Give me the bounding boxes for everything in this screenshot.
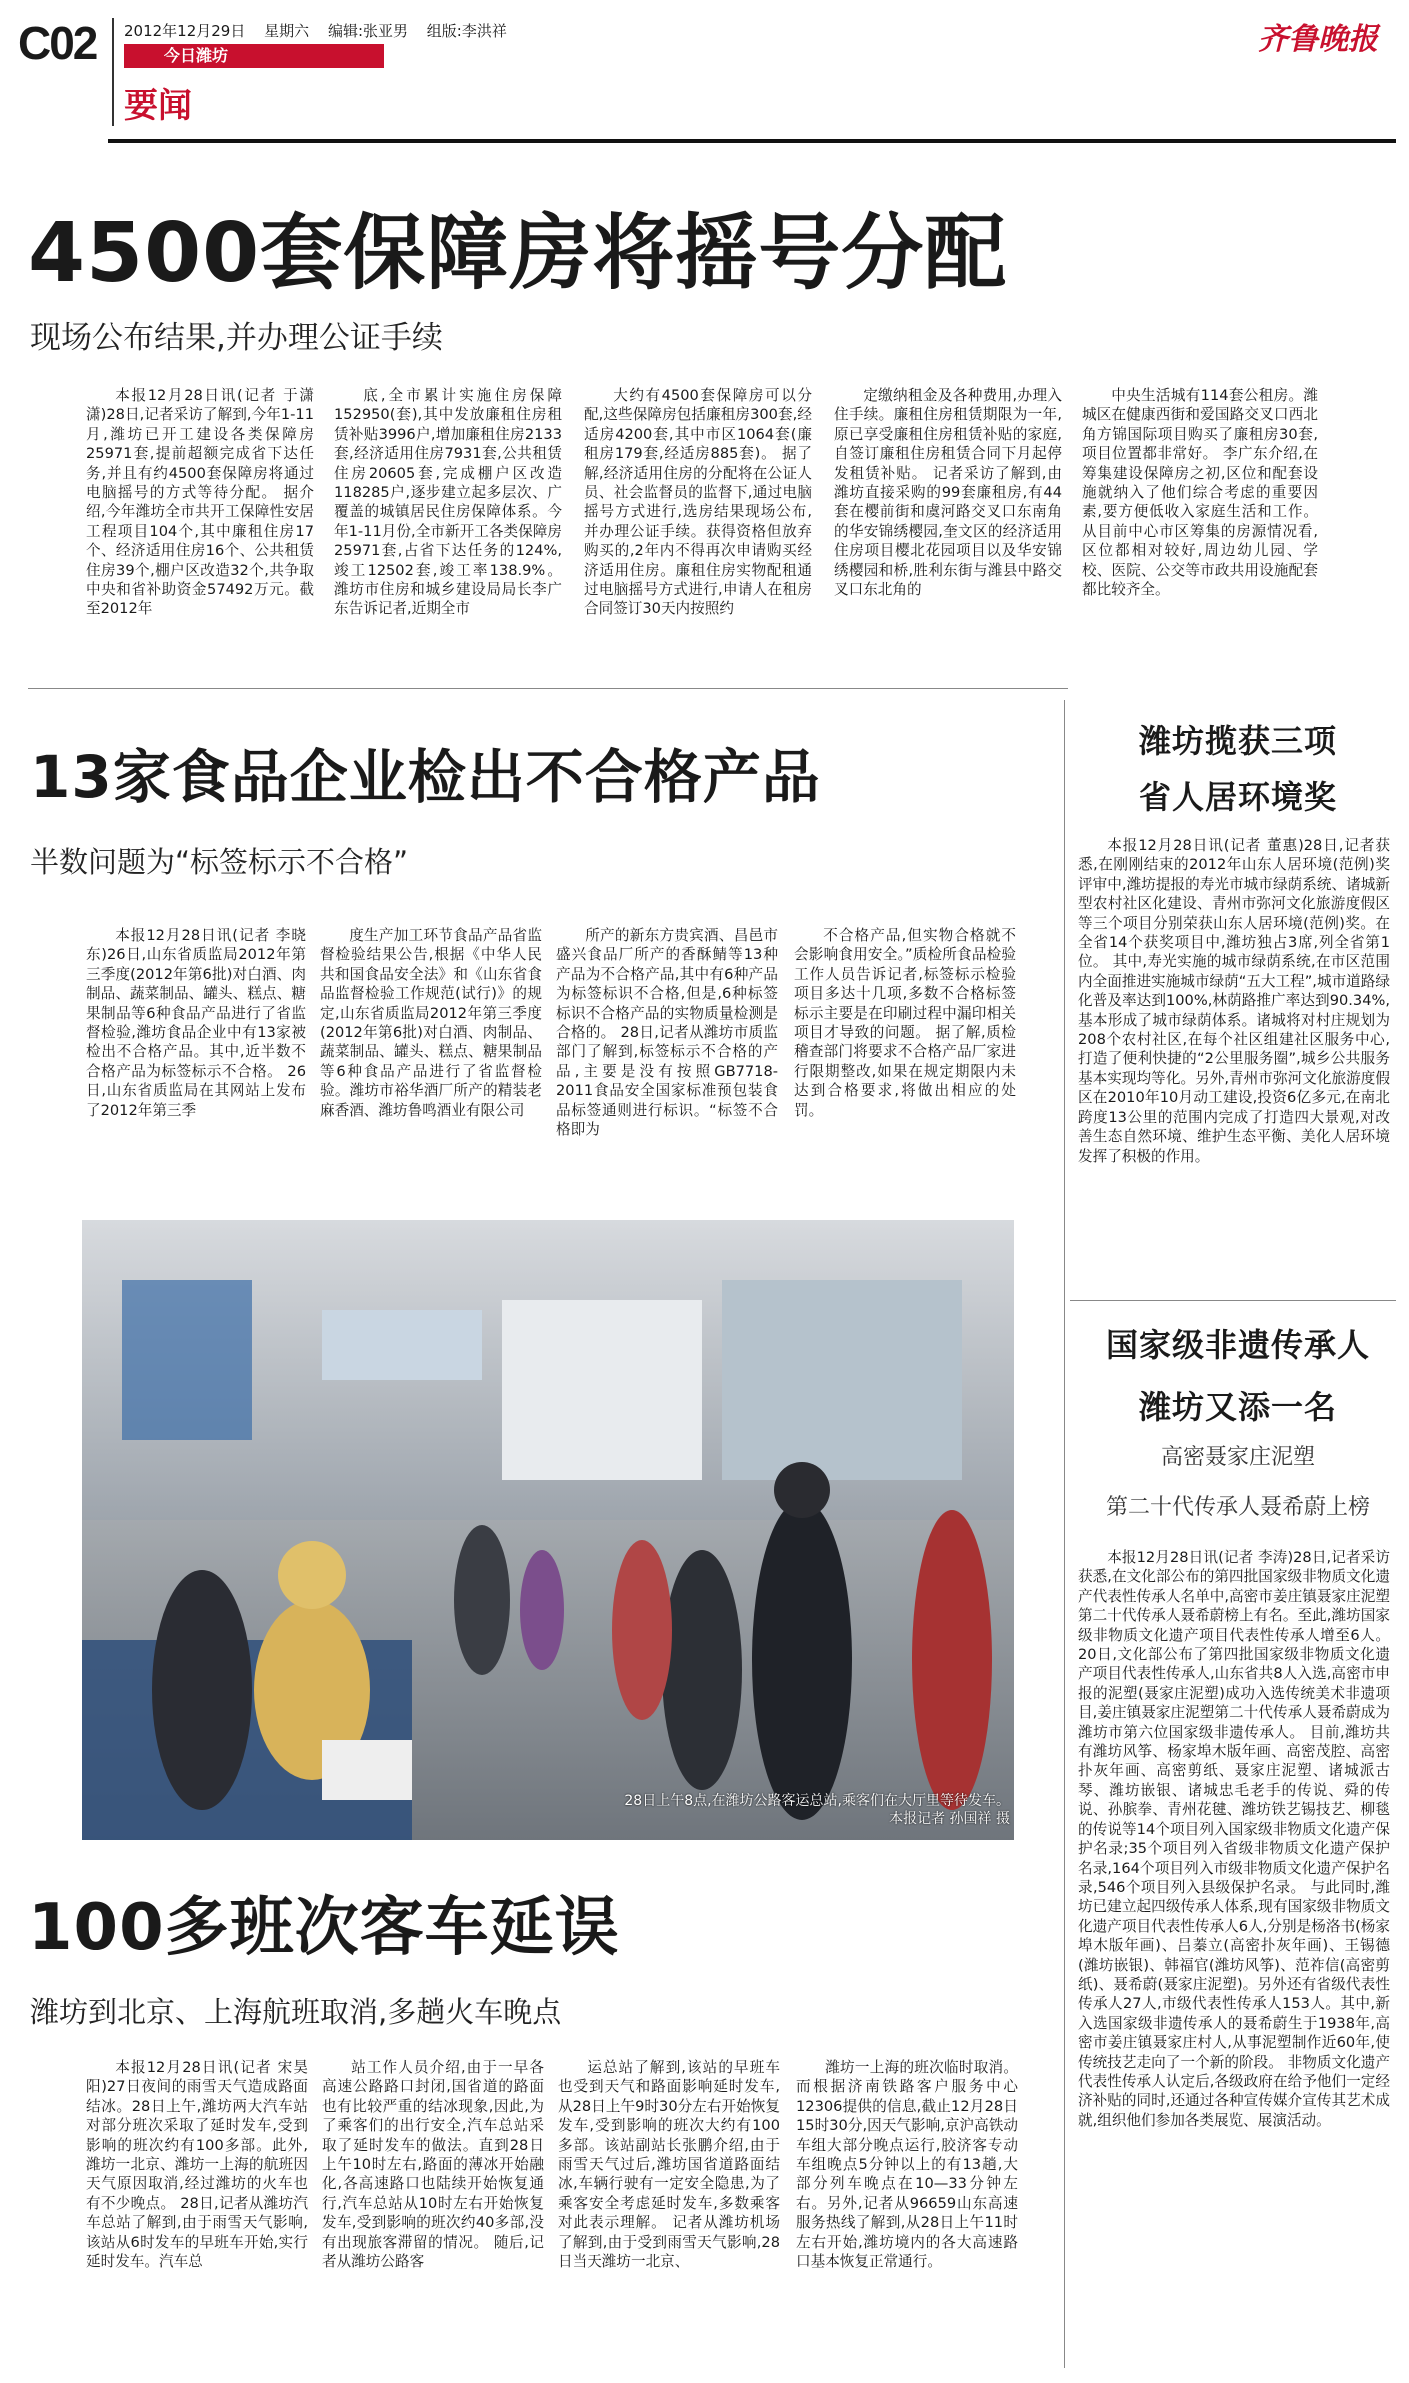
side1-headline-line1: 潍坊揽获三项 [1138, 722, 1337, 760]
sidebar-divider [1064, 700, 1065, 2368]
divider [28, 688, 1068, 689]
issue-weekday: 星期六 [264, 22, 310, 40]
issue-date: 2012年12月29日 [124, 22, 246, 40]
side2-subhead-line1: 高密聂家庄泥塑 [1160, 1445, 1315, 1470]
story3-col4: 潍坊一上海的班次临时取消。而根据济南铁路客户服务中心12306提供的信息,截止12月28日15时30分,因天气影响,京沪高铁动车组大部分晚点运行,胶济客专动车组晚点5分钟以上的有13趟,大部分列车晚点在10—33分钟左右。另外,记者从96659山东高速服务热线了解到,从28日上午11时左右开始,潍坊境内的各大高速路口基本恢复正常通行。 [796, 2059, 1018, 2271]
sidebar-rule [1070, 1300, 1396, 1301]
side2-headline-line2: 潍坊又添一名 [1138, 1388, 1337, 1426]
story1-subhead: 现场公布结果,并办理公证手续 [30, 320, 443, 356]
story1-col5: 中央生活城有114套公租房。潍城区在健康西街和爱国路交叉口西北角方锦国际项目购买了廉租房30套,项目位置都非常好。 李广东介绍,在筹集建设保障房之初,区位和配套设施就纳入了他们综合考虑的重要因素,要方便低收入家庭生活和工作。从目前中心市区筹集的房源情况看,区位都相对较好,周边幼儿园、学校、医院、公交等市政共用设施配套都比较齐全。 [1082, 387, 1318, 599]
story2-col2: 度生产加工环节食品产品省监督检验结果公告,根据《中华人民共和国食品安全法》和《山东省食品监督检验工作规范(试行)》的规定,山东省质监局2012年第三季度(2012年第6批)对白酒、肉制品、蔬菜制品、罐头、糕点、糖果制品等6种食品产品进行了省监督检验。潍坊市裕华酒厂所产的精装老麻香酒、潍坊鲁鸣酒业有限公司 [320, 927, 542, 1119]
editor-credit: 编辑:张亚男 [327, 22, 408, 40]
story3-col2: 站工作人员介绍,由于一早各高速公路路口封闭,国省道的路面也有比较严重的结冰现象,因此,为了乘客们的出行安全,汽车总站采取了延时发车的做法。直到28日上午10时左右,路面的薄冰开始融化,各高速路口也陆续开始恢复通行,汽车总站从10时左右开始恢复发车,受到影响的班次约40多部,没有出现旅客滞留的情况。 随后,记者从潍坊公路客 [322, 2059, 544, 2271]
story1-col4: 定缴纳租金及各种费用,办理入住手续。廉租住房租赁期限为一年,原已享受廉租住房租赁补贴的家庭,自签订廉租住房租赁合同下月起停发租赁补贴。 记者采访了解到,由潍坊直接采购的99套廉租房,有44套在樱前街和虞河路交叉口东南角的华安锦绣樱园,奎文区的经济适用住房项目樱北花园项目以及华安锦绣樱园和桥,胜利东街与潍县中路交叉口东北角的 [834, 387, 1062, 599]
photo-caption: 28日上午8点,在潍坊公路客运总站,乘客们在大厅里等待发车。 [624, 1793, 1010, 1809]
side1-body: 本报12月28日讯(记者 董惠)28日,记者获悉,在刚刚结束的2012年山东人居环境(范例)奖评审中,潍坊提报的寿光市城市绿荫系统、诸城新型农村社区化建设、青州市弥河文化旅游度假区等三个项目分别荣获山东人居环境(范例)奖。在全省14个获奖项目中,潍坊独占3席,列全省第1位。 其中,寿光实施的城市绿荫系统,在市区范围内全面推进实施城市绿荫“五大工程”,城市道路绿化普及率达到100%,林荫路推广率达到90.34%,基本形成了城市绿荫体系。诸城将对村庄规划为208个农村社区,在每个社区组建社区服务中心,打造了便利快捷的“2公里服务圈”,城乡公共服务基本实现均等化。另外,青州市弥河文化旅游度假区在2010年10月动工建设,投资6亿多元,在南北跨度13公里的范围内完成了打造四大景观,对改善生态自然环境、维护生态平衡、美化人居环境发挥了积极的作用。 [1078, 837, 1390, 1165]
story2-headline: 13家食品企业检出不合格产品 [30, 743, 821, 811]
photo-credit: 本报记者 孙国祥 摄 [889, 1811, 1010, 1827]
page-number: C02 [18, 17, 97, 69]
story2-col3: 所产的新东方贵宾酒、昌邑市盛兴食品厂所产的香酥鲭等13种产品为不合格产品,其中有6种产品为标签标识不合格,但是,6种标签标识不合格产品的实物质量检测是合格的。 28日,记者从潍坊市质监部门了解到,标签标示不合格的产品,主要是没有按照GB7718-2011食品安全国家标准预包装食品标签通则进行标识。“标签不合格即为 [556, 927, 778, 1139]
news-photo [82, 1220, 1014, 1840]
story1-col1: 本报12月28日讯(记者 于潇潇)28日,记者采访了解到,今年1-11月,潍坊已开工建设各类保障房25971套,提前超额完成省下达任务,并且有约4500套保障房将通过电脑摇号的方式等待分配。 据介绍,今年潍坊全市共开工保障性安居工程项目104个,其中廉租住房17个、经济适用住房16个、公共租赁住房39个,棚户区改造32个,共争取中央和省补助资金57492万元。截至2012年 [86, 387, 314, 618]
story3-headline: 100多班次客车延误 [28, 1891, 620, 1965]
story1-col3: 大约有4500套保障房可以分配,这些保障房包括廉租房300套,经适房4200套,其中市区1064套(廉租房179套,经适房885套)。 据了解,经济适用住房的分配将在公证人员、社会监督员的监督下,通过电脑摇号方式进行,选房结果现场公布,并办理公证手续。获得资格但放弃购买的,2年内不得再次申请购买经济适用住房。廉租住房实物配租通过电脑摇号方式进行,申请人在租房合同签订30天内按照约 [584, 387, 812, 618]
story2-col4: 不合格产品,但实物合格就不会影响食用安全。”质检所食品检验工作人员告诉记者,标签标示检验项目多达十几项,多数不合格标签标示主要是在印刷过程中漏印相关项目才导致的问题。 据了解,质检稽查部门将要求不合格产品厂家进行限期整改,如果在规定期限内未达到合格要求,将做出相应的处罚。 [794, 927, 1016, 1119]
side2-headline-line1: 国家级非遗传承人 [1105, 1326, 1370, 1364]
section-title: 要闻 [124, 86, 192, 126]
newspaper-logo: 齐鲁晚报 [1258, 22, 1378, 57]
story3-subhead: 潍坊到北京、上海航班取消,多趟火车晚点 [30, 1995, 562, 2029]
story2-col1: 本报12月28日讯(记者 李晓东)26日,山东省质监局2012年第三季度(2012年第6批)对白酒、肉制品、蔬菜制品、罐头、糕点、糖果制品等6种食品产品进行了省监督检验,潍坊食品企业中有13家被检出不合格产品。其中,近半数不合格产品为标签标示不合格。 26日,山东省质监局在其网站上发布了2012年第三季 [86, 927, 306, 1119]
designer-credit: 组版:李洪祥 [426, 22, 507, 40]
story1-col2: 底,全市累计实施住房保障152950(套),其中发放廉租住房租赁补贴3996户,增加廉租住房2133套,经济适用住房7931套,公共租赁住房20605套,完成棚户区改造118285户,逐步建立起多层次、广覆盖的城镇居民住房保障体系。今年1-11月份,全市新开工各类保障房25971套,占省下达任务的124%,竣工12502套,竣工率138.9%。 潍坊市住房和城乡建设局局长李广东告诉记者,近期全市 [334, 387, 562, 618]
story2-subhead: 半数问题为“标签标示不合格” [30, 845, 409, 879]
story3-col3: 运总站了解到,该站的早班车也受到天气和路面影响延时发车,从28日上午9时30分左右开始恢复发车,受到影响的班次大约有100多部。该站副站长张鹏介绍,由于雨雪天气过后,潍坊国省道路面结冰,车辆行驶有一定安全隐患,为了乘客安全考虑延时发车,多数乘客对此表示理解。 记者从潍坊机场了解到,由于受到雨雪天气影响,28日当天潍坊一北京、 [558, 2059, 780, 2271]
station-hall-photo [82, 1220, 1014, 1840]
masthead-info [124, 20, 521, 41]
masthead-divider [112, 18, 114, 126]
photo-caption-box [450, 1792, 1010, 1828]
side1-headline-line2: 省人居环境奖 [1138, 778, 1337, 816]
section-tag: 今日潍坊 [124, 44, 384, 68]
story1-headline: 4500套保障房将摇号分配 [28, 206, 1008, 301]
side2-subhead-line2: 第二十代传承人聂希蔚上榜 [1105, 1495, 1370, 1520]
masthead-rule [108, 139, 1396, 143]
story3-col1: 本报12月28日讯(记者 宋昊阳)27日夜间的雨雪天气造成路面结冰。28日上午,潍坊两大汽车站对部分班次采取了延时发车,受到影响的班次约有100多部。此外,潍坊一北京、潍坊一上海的航班因天气原因取消,经过潍坊的火车也有不少晚点。 28日,记者从潍坊汽车总站了解到,由于雨雪天气影响,该站从6时发车的早班车开始,实行延时发车。汽车总 [86, 2059, 308, 2271]
side2-body: 本报12月28日讯(记者 李涛)28日,记者采访获悉,在文化部公布的第四批国家级非物质文化遗产代表性传承人名单中,高密市姜庄镇聂家庄泥塑第二十代传承人聂希蔚榜上有名。至此,潍坊国家级非物质文化遗产项目代表性传承人增至6人。 20日,文化部公布了第四批国家级非物质文化遗产项目代表性传承人,山东省共8人入选,高密市申报的泥塑(聂家庄泥塑)成功入选传统美术非遗项目,姜庄镇聂家庄泥塑第二十代传承人聂希蔚成为潍坊市第六位国家级非遗传承人。 目前,潍坊共有潍坊风筝、杨家埠木版年画、高密茂腔、高密扑灰年画、高密剪纸、聂家庄泥塑、诸城派古琴、潍坊嵌银、诸城忠毛老手的传说、舜的传说、孙膑拳、青州花毽、潍坊铁艺锡技艺、柳毯的传说等14个项目列入国家级非物质文化遗产保护名录;35个项目列入省级非物质文化遗产保护名录,164个项目列入市级非物质文化遗产保护名录,546个项目列入县级保护名录。 与此同时,潍坊已建立起四级传承人体系,现有国家级非物质文化遗产项目代表性传承人6人,分别是杨洛书(杨家埠木版年画)、吕蓁立(高密扑灰年画)、王锡德(潍坊嵌银)、韩福官(潍坊风筝)、范祚信(高密剪纸)、聂希蔚(聂家庄泥塑)。另外还有省级代表性传承人27人,市级代表性传承人153人。其中,新入选国家级非遗传承人的聂希蔚生于1938年,高密市姜庄镇聂家庄村人,从事泥塑制作近60年,使传统技艺走向了一个新的阶段。 非物质文化遗产代表性传承人认定后,各级政府在给予他们一定经济补贴的同时,还通过各种宣传媒介宣传其艺术成就,组织他们参加各类展览、展演活动。 [1078, 1549, 1390, 2129]
